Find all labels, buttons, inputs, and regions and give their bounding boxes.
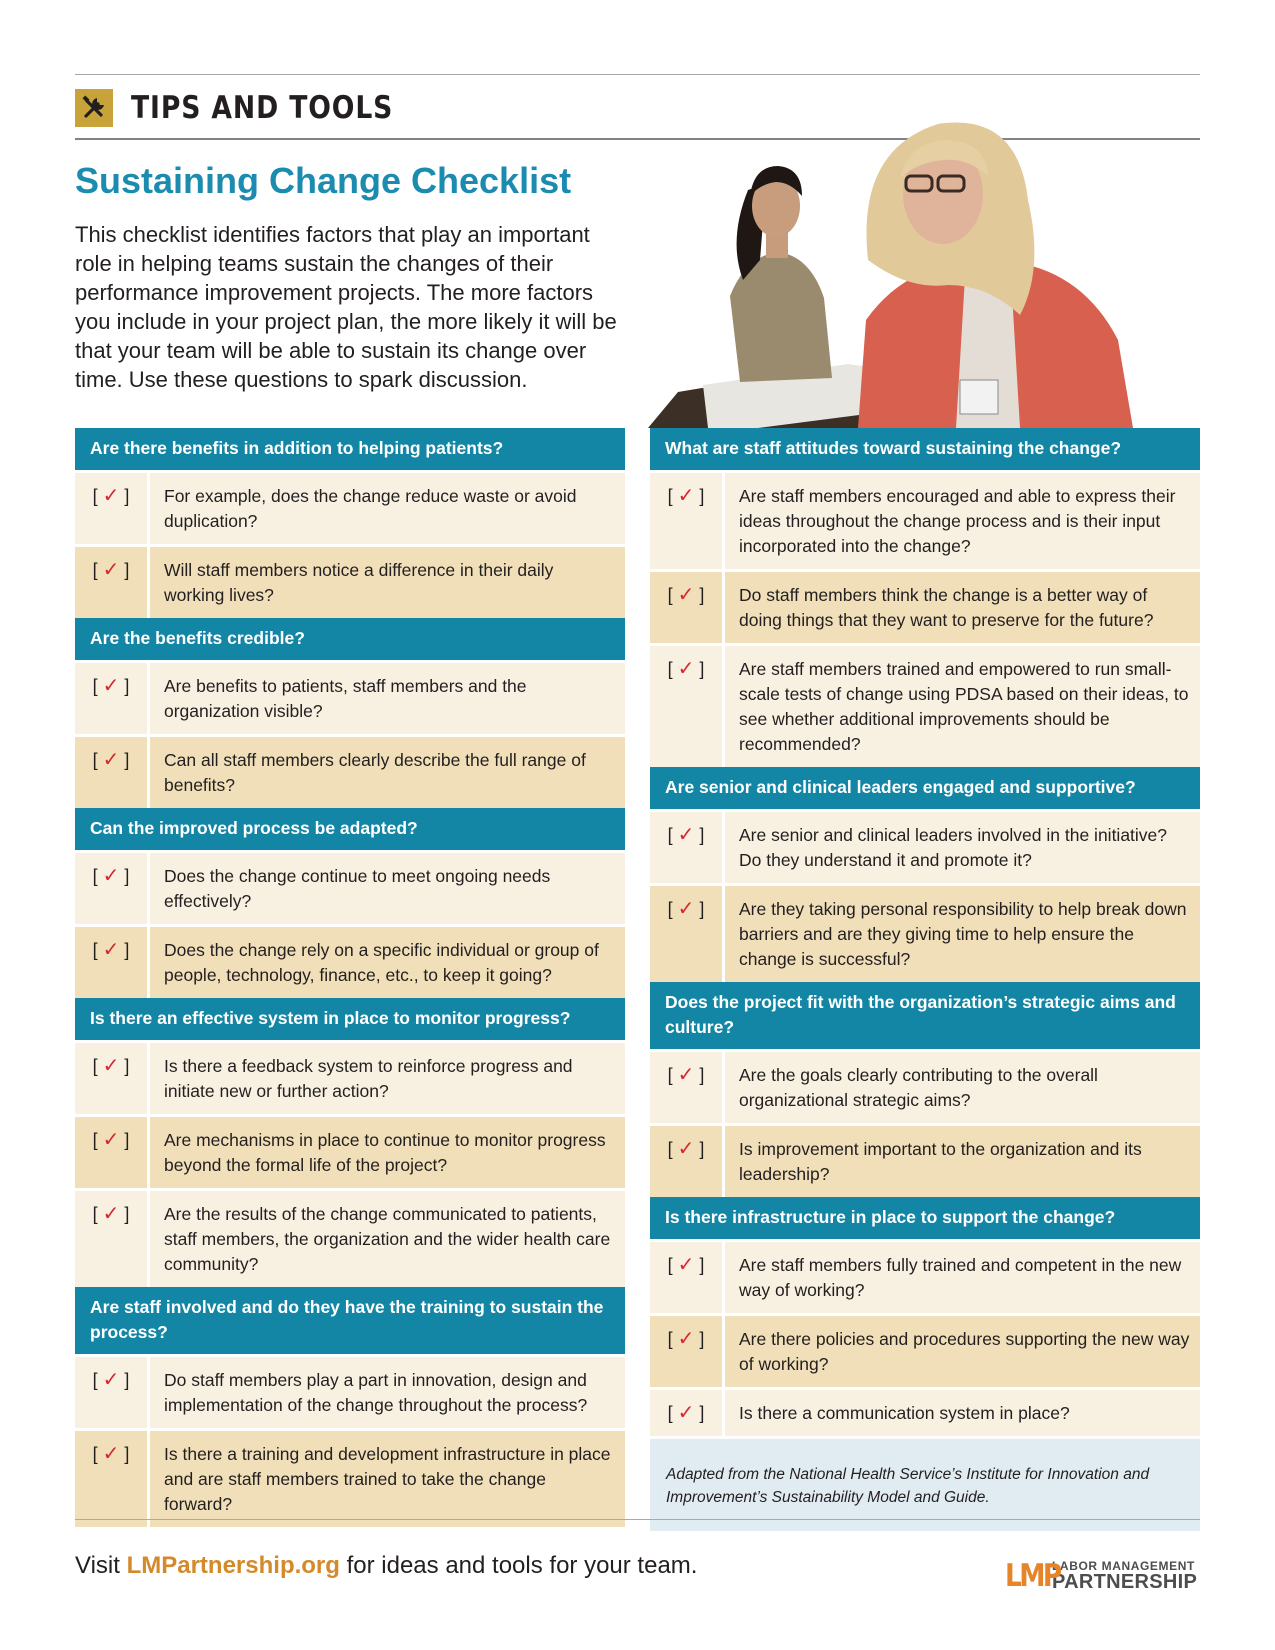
checklist-question: Are they taking personal responsibility to help break down barriers and are they giving time to help ensure the change is successful?	[739, 899, 1187, 969]
section-heading: Are the benefits credible?	[75, 618, 625, 660]
bracket-close: ]	[124, 1204, 130, 1224]
checkmark-icon: ✓	[677, 584, 695, 606]
checkbox[interactable]	[75, 1191, 150, 1287]
bracket-open: [	[667, 899, 673, 919]
checkmark-icon: ✓	[677, 658, 695, 680]
checklist-question: Are the goals clearly contributing to the overall organizational strategic aims?	[739, 1065, 1098, 1110]
section-heading: Is there infrastructure in place to support the change?	[650, 1197, 1200, 1239]
bracket-close: ]	[699, 1139, 705, 1159]
checklist-item	[650, 569, 1200, 643]
bracket-close: ]	[124, 486, 130, 506]
checklist-item	[650, 883, 1200, 982]
checkbox[interactable]	[650, 1390, 725, 1436]
checkbox[interactable]	[650, 812, 725, 883]
checklist-question: Will staff members notice a difference in their daily working lives?	[164, 560, 554, 605]
bracket-open: [	[667, 486, 673, 506]
logo-line-1: LABOR MANAGEMENT	[1052, 1559, 1195, 1573]
bracket-open: [	[667, 1403, 673, 1423]
checkbox[interactable]	[75, 547, 150, 618]
checkbox[interactable]	[650, 646, 725, 767]
checklist-question: Are there policies and procedures supporting the new way of working?	[739, 1329, 1190, 1374]
bracket-open: [	[92, 1056, 98, 1076]
page-title: Sustaining Change Checklist	[75, 160, 572, 201]
checklist-question: Is there a communication system in place?	[739, 1403, 1070, 1423]
checkmark-icon: ✓	[102, 939, 120, 961]
bracket-close: ]	[124, 750, 130, 770]
bracket-close: ]	[699, 585, 705, 605]
checkbox[interactable]	[650, 1126, 725, 1197]
bracket-close: ]	[124, 940, 130, 960]
checklist-item	[650, 643, 1200, 767]
bracket-open: [	[667, 1329, 673, 1349]
bracket-close: ]	[124, 1056, 130, 1076]
section-heading: Are senior and clinical leaders engaged and supportive?	[650, 767, 1200, 809]
checkbox[interactable]	[75, 1117, 150, 1188]
checkmark-icon: ✓	[102, 675, 120, 697]
checklist-question: Are the results of the change communicated to patients, staff members, the organization and the wider health care community?	[164, 1204, 611, 1274]
bracket-open: [	[667, 585, 673, 605]
logo-wordmark	[1052, 1560, 1197, 1592]
checkmark-icon: ✓	[102, 1369, 120, 1391]
bracket-open: [	[92, 1204, 98, 1224]
checklist-item	[650, 1123, 1200, 1197]
bracket-open: [	[92, 560, 98, 580]
bracket-open: [	[667, 659, 673, 679]
bracket-close: ]	[124, 1130, 130, 1150]
checklist-item	[75, 1188, 625, 1287]
section-heading: Does the project fit with the organization’s strategic aims and culture?	[650, 982, 1200, 1049]
checklist-question: Does the change continue to meet ongoing needs effectively?	[164, 866, 551, 911]
checklist-question: For example, does the change reduce waste or avoid duplication?	[164, 486, 577, 531]
tools-icon	[75, 89, 113, 127]
checkbox[interactable]	[75, 473, 150, 544]
checklist-question: Are benefits to patients, staff members and the organization visible?	[164, 676, 527, 721]
checklist-question: Are mechanisms in place to continue to monitor progress beyond the formal life of the project?	[164, 1130, 606, 1175]
checklist-question: Does the change rely on a specific individual or group of people, technology, finance, etc., to keep it going?	[164, 940, 599, 985]
checkmark-icon: ✓	[677, 1328, 695, 1350]
checkmark-icon: ✓	[102, 1055, 120, 1077]
checklist-item	[650, 1387, 1200, 1436]
checkmark-icon: ✓	[102, 1129, 120, 1151]
checklist-item	[75, 1040, 625, 1114]
checkmark-icon: ✓	[102, 749, 120, 771]
bracket-close: ]	[699, 1403, 705, 1423]
checklist-question: Is there a training and development infrastructure in place and are staff members trained to take the change forward?	[164, 1444, 611, 1514]
checkmark-icon: ✓	[102, 559, 120, 581]
header-bar	[75, 88, 436, 128]
checkbox[interactable]	[75, 737, 150, 808]
left-checklist-column	[75, 428, 625, 1527]
staff-photo	[648, 110, 1200, 428]
checklist-question: Is improvement important to the organization and its leadership?	[739, 1139, 1142, 1184]
checklist-question: Do staff members play a part in innovation, design and implementation of the change throughout the process?	[164, 1370, 588, 1415]
checklist-question: Are senior and clinical leaders involved in the initiative? Do they understand it and promote it?	[739, 825, 1168, 870]
bracket-close: ]	[699, 486, 705, 506]
bracket-close: ]	[124, 676, 130, 696]
checkmark-icon: ✓	[677, 1402, 695, 1424]
checkbox[interactable]	[75, 1043, 150, 1114]
checklist-item	[75, 1428, 625, 1527]
bracket-open: [	[92, 866, 98, 886]
checklist-item	[650, 1239, 1200, 1313]
bracket-close: ]	[699, 659, 705, 679]
checkmark-icon: ✓	[677, 1138, 695, 1160]
checklist-question: Are staff members encouraged and able to express their ideas throughout the change process and is their input incorporated into the change?	[739, 486, 1176, 556]
checklist-item	[650, 809, 1200, 883]
lmp-logo	[1005, 1558, 1197, 1594]
checklist-item	[75, 1114, 625, 1188]
checkbox[interactable]	[650, 473, 725, 569]
checkbox[interactable]	[75, 927, 150, 998]
checklist-question: Are staff members fully trained and competent in the new way of working?	[739, 1255, 1182, 1300]
bracket-close: ]	[699, 1065, 705, 1085]
bracket-close: ]	[124, 560, 130, 580]
bracket-close: ]	[124, 1444, 130, 1464]
bracket-close: ]	[699, 825, 705, 845]
checklist-question: Do staff members think the change is a better way of doing things that they want to preserve for the future?	[739, 585, 1154, 630]
checkmark-icon: ✓	[102, 1443, 120, 1465]
checkbox[interactable]	[650, 572, 725, 643]
checklist-item	[75, 544, 625, 618]
top-divider	[75, 74, 1200, 75]
footer-text	[75, 1552, 697, 1580]
footer-divider	[75, 1519, 1200, 1520]
bracket-close: ]	[699, 899, 705, 919]
bracket-open: [	[92, 750, 98, 770]
checkbox[interactable]	[75, 853, 150, 924]
checkbox[interactable]	[650, 1242, 725, 1313]
intro-paragraph: This checklist identifies factors that play an important role in helping teams sustain the changes of their performance improvement projects. The more factors you include in your project plan, the more likely it will be that your team will be able to sustain its change over time. Use these questions to spark discussion.	[75, 222, 617, 392]
checkbox[interactable]	[650, 886, 725, 982]
bracket-open: [	[667, 1065, 673, 1085]
checklist-question: Are staff members trained and empowered to run small-scale tests of change using PDSA based on their ideas, to see whether additional improvements should be recommended?	[739, 659, 1189, 754]
bracket-open: [	[92, 676, 98, 696]
checkbox[interactable]	[75, 1357, 150, 1428]
section-heading: Are there benefits in addition to helping patients?	[75, 428, 625, 470]
checkmark-icon: ✓	[677, 898, 695, 920]
bracket-open: [	[92, 1444, 98, 1464]
section-label: TIPS AND TOOLS	[131, 90, 394, 126]
checkbox[interactable]	[75, 663, 150, 734]
bracket-close: ]	[699, 1329, 705, 1349]
checklist-item	[650, 470, 1200, 569]
checkbox[interactable]	[650, 1052, 725, 1123]
checklist-question: Is there a feedback system to reinforce progress and initiate new or further action?	[164, 1056, 573, 1101]
section-heading: Can the improved process be adapted?	[75, 808, 625, 850]
bracket-open: [	[92, 1130, 98, 1150]
checklist-question: Can all staff members clearly describe the full range of benefits?	[164, 750, 586, 795]
bracket-open: [	[667, 825, 673, 845]
checkmark-icon: ✓	[677, 485, 695, 507]
checklist-item	[75, 850, 625, 924]
section-heading: Is there an effective system in place to monitor progress?	[75, 998, 625, 1040]
checkmark-icon: ✓	[677, 824, 695, 846]
bracket-close: ]	[699, 1255, 705, 1275]
checkmark-icon: ✓	[102, 865, 120, 887]
checkmark-icon: ✓	[677, 1254, 695, 1276]
section-heading: What are staff attitudes toward sustaining the change?	[650, 428, 1200, 470]
bracket-close: ]	[124, 866, 130, 886]
section-heading: Are staff involved and do they have the training to sustain the process?	[75, 1287, 625, 1354]
checklist-item	[75, 924, 625, 998]
footer-suffix: for ideas and tools for your team.	[339, 1552, 698, 1579]
checkmark-icon: ✓	[102, 1203, 120, 1225]
checkmark-icon: ✓	[677, 1064, 695, 1086]
website-link[interactable]: LMPartnership.org	[126, 1552, 340, 1579]
bracket-open: [	[667, 1255, 673, 1275]
footer-prefix: Visit	[75, 1552, 127, 1579]
bracket-open: [	[667, 1139, 673, 1159]
bracket-open: [	[92, 940, 98, 960]
checkmark-icon: ✓	[102, 485, 120, 507]
right-checklist-column	[650, 428, 1200, 1531]
bracket-close: ]	[124, 1370, 130, 1390]
attribution-note: Adapted from the National Health Service’s Institute for Innovation and Improvement’s Sustainability Model and Guide.	[650, 1439, 1200, 1531]
checkbox[interactable]	[75, 1431, 150, 1527]
checklist-item	[75, 734, 625, 808]
logo-line-2: PARTNERSHIP	[1052, 1571, 1198, 1593]
checklist-item	[75, 1354, 625, 1428]
logo-mark: LMP	[1005, 1558, 1060, 1594]
checklist-item	[650, 1313, 1200, 1387]
checklist-item	[75, 660, 625, 734]
bracket-open: [	[92, 1370, 98, 1390]
checklist-item	[75, 470, 625, 544]
bracket-open: [	[92, 486, 98, 506]
checkbox[interactable]	[650, 1316, 725, 1387]
checklist-item	[650, 1049, 1200, 1123]
